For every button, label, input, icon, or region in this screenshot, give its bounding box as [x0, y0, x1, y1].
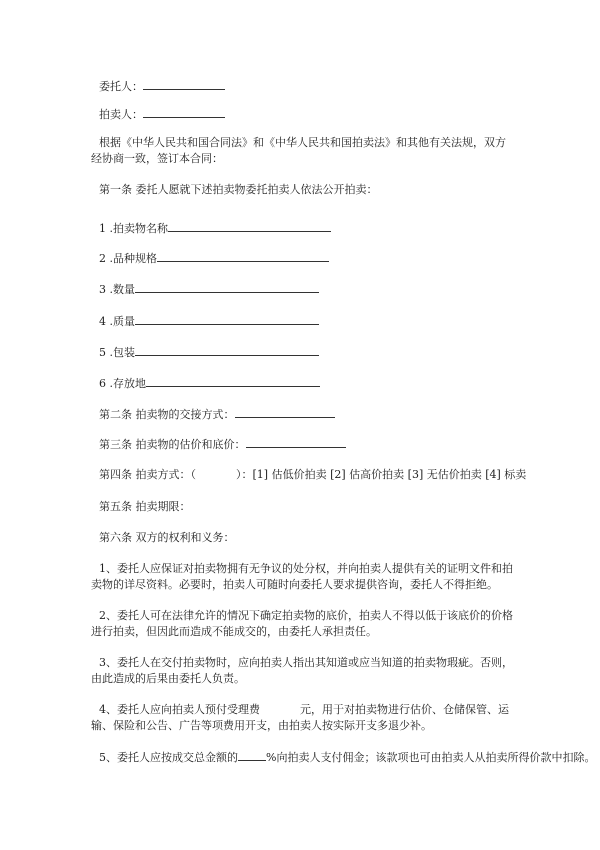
auctioneer-line: [99, 106, 225, 123]
article-2-blank[interactable]: [235, 406, 335, 418]
auctioneer-blank[interactable]: [143, 106, 225, 118]
article-4-prefix: 第四条 拍卖方式：（: [99, 468, 196, 481]
article-2-label: 第二条 拍卖物的交接方式：: [99, 408, 235, 421]
item-label: 5 .包装: [99, 346, 135, 359]
item-label: 6 .存放地: [99, 377, 146, 390]
article-3: [99, 436, 346, 453]
item-blank[interactable]: [135, 344, 319, 356]
clause-5: [99, 749, 595, 766]
item-location: [99, 375, 320, 392]
clause-2: 2、委托人可在法律允许的情况下确定拍卖物的底价，拍卖人不得以低于该底价的价格进行拍卖，但因此而造成不能成交的，由委托人承担责任。: [91, 609, 513, 638]
article-5: 第五条 拍卖期限：: [99, 500, 191, 513]
item-quality: [99, 313, 319, 330]
clause-5-prefix: 5、委托人应按成交总金额的: [99, 751, 238, 764]
article-4-options: ）：[1] 估低价拍卖 [2] 估高价拍卖 [3] 无估价拍卖 [4] 标卖: [236, 468, 527, 481]
clause-5-suffix: %向拍卖人支付佣金；该款项也可由拍卖人从拍卖所得价款中扣除。: [266, 751, 596, 764]
item-name: [99, 220, 331, 237]
item-blank[interactable]: [135, 281, 319, 293]
item-packaging: [99, 344, 319, 361]
auctioneer-label: 拍卖人：: [99, 108, 143, 121]
item-label: 4 .质量: [99, 315, 135, 328]
item-blank[interactable]: [157, 250, 329, 262]
article-4: [99, 467, 526, 483]
item-blank[interactable]: [168, 220, 331, 232]
article-3-blank[interactable]: [246, 436, 346, 448]
clause-1: 1、委托人应保证对拍卖物拥有无争议的处分权，并向拍卖人提供有关的证明文件和拍卖物的详尽资料。必要时，拍卖人可随时向委托人要求提供咨询，委托人不得拒绝。: [91, 562, 513, 591]
article-1: 第一条 委托人愿就下述拍卖物委托拍卖人依法公开拍卖：: [99, 183, 378, 196]
article-6: 第六条 双方的权利和义务：: [99, 531, 235, 544]
item-blank[interactable]: [135, 313, 319, 325]
clause-4: [91, 702, 515, 734]
item-label: 3 .数量: [99, 283, 135, 296]
item-spec: [99, 250, 329, 267]
clause-4-suffix: 元，用于对拍卖物进行估价、仓储保管、运输、保险和公告、广告等项费用开支，由拍卖人按实际开支多退少补。: [91, 703, 509, 732]
consignor-label: 委托人：: [99, 80, 143, 93]
consignor-blank[interactable]: [143, 78, 225, 90]
consignor-line: [99, 78, 225, 95]
item-label: 1 .拍卖物名称: [99, 222, 168, 235]
item-blank[interactable]: [146, 375, 320, 387]
item-quantity: [99, 281, 319, 298]
preamble: 根据《中华人民共和国合同法》和《中华人民共和国拍卖法》和其他有关法规，双方经协商一致，签订本合同：: [91, 136, 506, 165]
article-3-label: 第三条 拍卖物的估价和底价：: [99, 438, 246, 451]
clause-4-prefix: 4、委托人应向拍卖人预付受理费: [99, 703, 260, 716]
clause-5-blank[interactable]: [238, 749, 266, 761]
article-2: [99, 406, 335, 423]
item-label: 2 .品种规格: [99, 252, 157, 265]
clause-3: 3、委托人在交付拍卖物时，应向拍卖人指出其知道或应当知道的拍卖物瑕疵。否则，由此造成的后果由委托人负责。: [91, 656, 513, 685]
